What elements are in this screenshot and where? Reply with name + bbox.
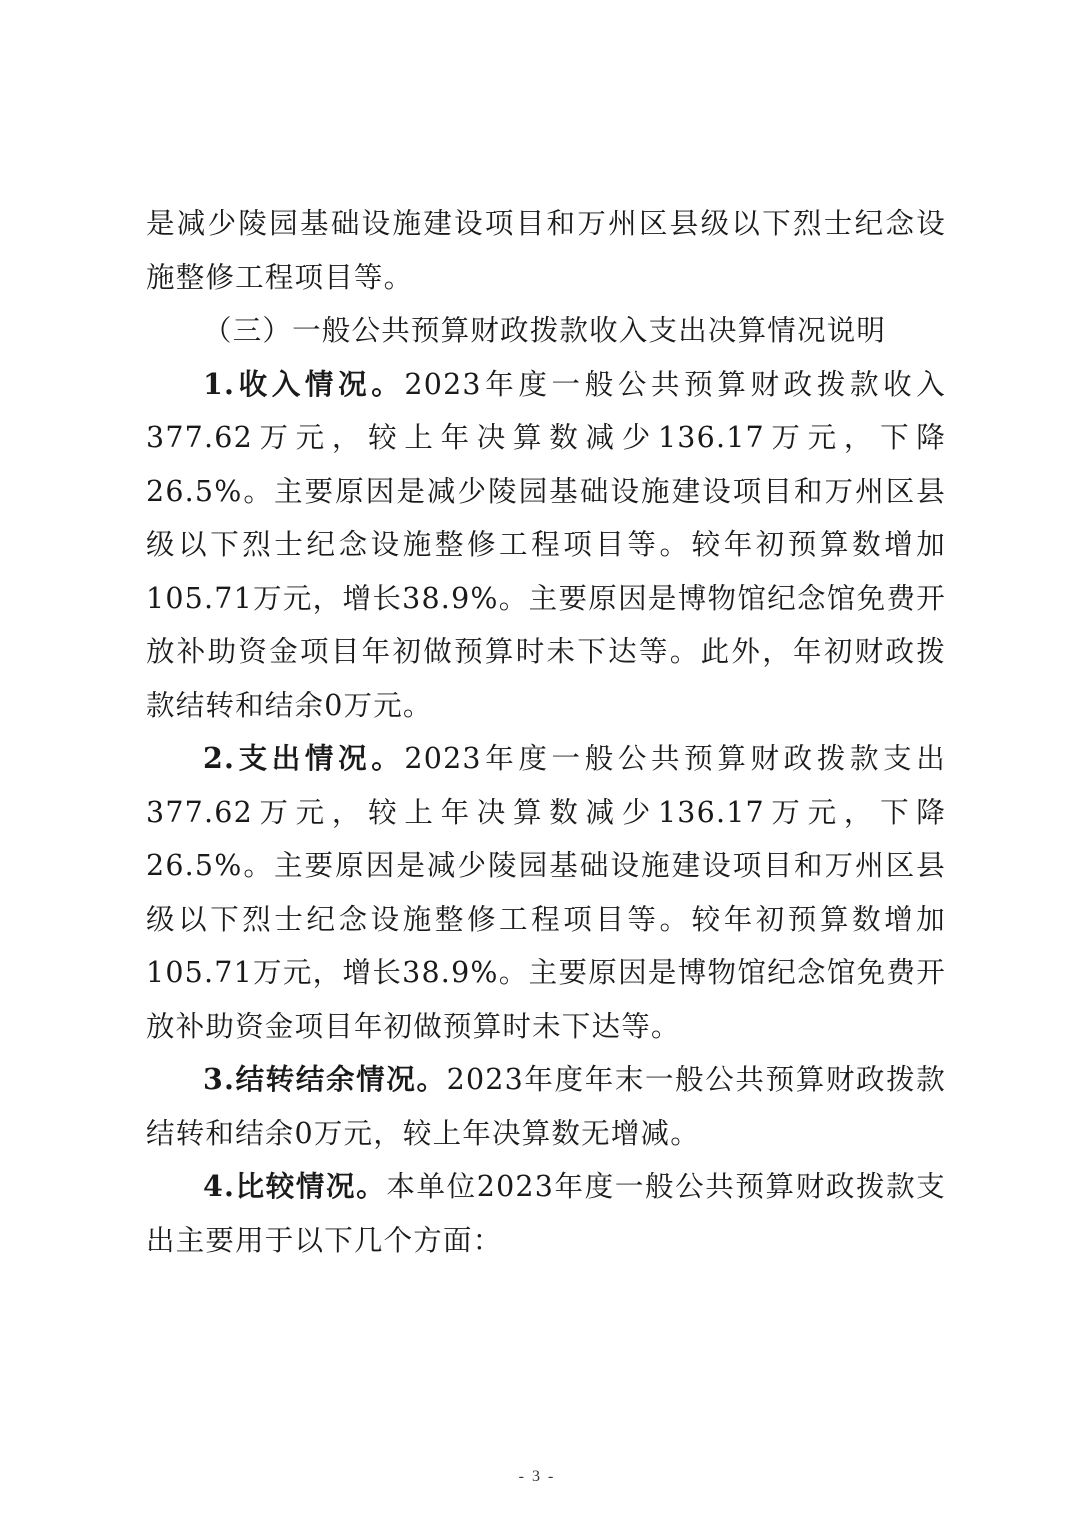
section-heading	[146, 304, 946, 358]
paragraph-lead: 4.比较情况。	[203, 1169, 387, 1203]
paragraph-text: 是减少陵园基础设施建设项目和万州区县级以下烈士纪念设施整修工程项目等。	[146, 207, 946, 294]
paragraph-text: 2023年度一般公共预算财政拨款支出377.62万元，较上年决算数减少136.17万元，下降26.5%。主要原因是减少陵园基础设施建设项目和万州区县级以下烈士纪念设施整修工程项目等。较年初预算数增加105.71万元，增长38.9%。主要原因是博物馆纪念馆免费开放补助资金项目年初做预算时未下达等。	[146, 742, 946, 1043]
document-body	[146, 197, 946, 1267]
paragraph-lead: 3.结转结余情况。	[203, 1062, 447, 1096]
paragraph-continuation	[146, 197, 946, 304]
paragraph-lead: 2.支出情况。	[203, 741, 405, 775]
paragraph-carryover	[146, 1053, 946, 1160]
paragraph-comparison	[146, 1160, 946, 1267]
paragraph-text: 2023年度一般公共预算财政拨款收入377.62万元，较上年决算数减少136.17万元，下降26.5%。主要原因是减少陵园基础设施建设项目和万州区县级以下烈士纪念设施整修工程项目等。较年初预算数增加105.71万元，增长38.9%。主要原因是博物馆纪念馆免费开放补助资金项目年初做预算时未下达等。此外，年初财政拨款结转和结余0万元。	[146, 367, 946, 722]
paragraph-income	[146, 358, 946, 733]
page-number: - 3 -	[518, 1468, 556, 1485]
paragraph-text: 本单位2023年度一般公共预算财政拨款支出主要用于以下几个方面：	[146, 1170, 946, 1257]
paragraph-text: 2023年度年末一般公共预算财政拨款结转和结余0万元，较上年决算数无增减。	[146, 1063, 946, 1150]
paragraph-lead: 1.收入情况。	[203, 366, 405, 401]
section-heading-text: （三）一般公共预算财政拨款收入支出决算情况说明	[203, 314, 887, 347]
paragraph-expenditure	[146, 732, 946, 1053]
